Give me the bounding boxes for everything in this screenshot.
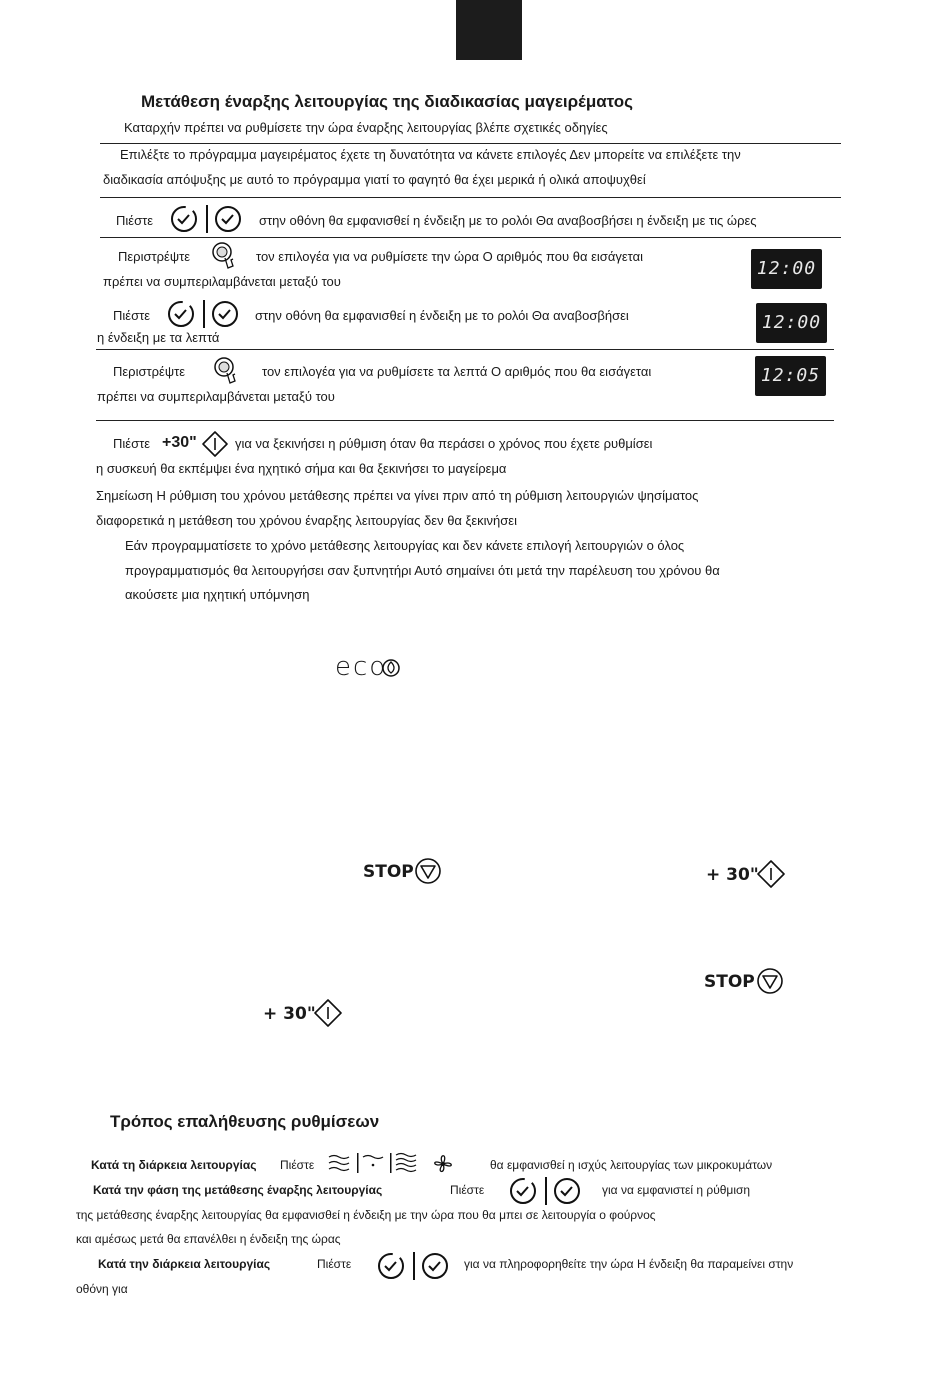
line2-bold: Κατά την φάση της μετάθεσης έναρξης λειτουργίας [93,1183,383,1197]
step5-line2: πρέπει να συμπεριλαμβάνεται μεταξύ του [97,389,335,404]
stop-icon [756,967,784,995]
section-title: Μετάθεση έναρξης λειτουργίας της διαδικασίας μαγειρέματος [141,92,634,111]
plus30-label: + 30" [706,865,759,885]
stop-label: STOP [363,862,414,882]
step4-text: στην οθόνη θα εμφανισθεί η ένδειξη με το ρολόι Θα αναβοσβήσει [255,308,629,323]
line1-press: Πιέστε [280,1158,315,1172]
intro-text: Καταρχήν πρέπει να ρυθμίσετε την ώρα έναρξης λειτουργίας βλέπε σχετικές οδηγίες [124,120,608,135]
note-line1: Σημείωση Η ρύθμιση του χρόνου μετάθεσης πρέπει να γίνει πριν από τη ρύθμιση λειτουργιών ψησίματος [96,488,699,503]
note2-line1: Εάν προγραμματίσετε το χρόνο μετάθεσης λειτουργίας και δεν κάνετε επιλογή λειτουργιών ο όλος [125,538,685,553]
step6-line2: η συσκευή θα εκπέμψει ένα ηχητικό σήμα και θα ξεκινήσει το μαγείρεμα [96,461,507,476]
plus30-label: +30" [162,434,197,451]
display-readout: 12:05 [755,356,826,396]
page-tab-marker [456,0,522,60]
power-buttons-icon [327,1151,457,1177]
line1-bold: Κατά τη διάρκεια λειτουργίας [91,1158,257,1172]
stop-label: STOP [704,972,755,992]
divider [100,237,841,238]
step2-text: στην οθόνη θα εμφανισθεί η ένδειξη με το ρολόι Θα αναβοσβήσει η ένδειξη με τις ώρες [259,213,757,228]
clock-check-button-icon [170,203,246,235]
line2-text: για να εμφανιστεί η ρύθμιση [602,1183,751,1197]
start-diamond-icon [314,999,342,1027]
step3-text: τον επιλογέα για να ρυθμίσετε την ώρα Ο αριθμός που θα εισάγεται [256,249,643,264]
step5-text: τον επιλογέα για να ρυθμίσετε τα λεπτά Ο αριθμός που θα εισάγεται [262,364,652,379]
note-line2: διαφορετικά η μετάθεση του χρόνου έναρξης λειτουργίας δεν θα ξεκινήσει [96,513,517,528]
divider [100,143,841,144]
line3: της μετάθεσης έναρξης λειτουργίας θα εμφανισθεί η ένδειξη με την ώρα που θα μπει σε λειτουργία ο φούρνος [76,1208,656,1222]
step4-press: Πιέστε [113,308,151,323]
clock-check-button-icon [509,1175,585,1207]
step2-press: Πιέστε [116,213,154,228]
line5-bold: Κατά την διάρκεια λειτουργίας [98,1257,271,1271]
display-readout: 12:00 [751,249,822,289]
step3-rotate: Περιστρέψτε [118,249,191,264]
step5-rotate: Περιστρέψτε [113,364,186,379]
line5-press: Πιέστε [317,1257,352,1271]
step1-line1: Επιλέξτε το πρόγραμμα μαγειρέματος έχετε τη δυνατότητα να κάνετε επιλογές Δεν μπορείτε να επιλέξετε την [120,147,741,162]
step6-text: για να ξεκινήσει η ρύθμιση όταν θα περάσει ο χρόνος που έχετε ρυθμίσει [235,436,653,451]
eco-leaf-icon [381,658,401,678]
divider [100,197,841,198]
section2-title: Τρόπος επαλήθευσης ρυθμίσεων [110,1112,380,1131]
line6: οθόνη για [76,1282,128,1296]
clock-check-button-icon [167,298,243,330]
plus30-label: + 30" [263,1004,316,1024]
start-diamond-icon [757,860,785,888]
step1-line2: διαδικασία απόψυξης με αυτό το πρόγραμμα γιατί το φαγητό θα έχει μερικά ή ολικά αποψυχθεί [103,172,646,187]
eco-label: eco [335,652,388,682]
start-diamond-icon [202,431,228,457]
line2-press: Πιέστε [450,1183,485,1197]
line1-text: θα εμφανισθεί η ισχύς λειτουργίας των μικροκυμάτων [490,1158,773,1172]
line4: και αμέσως μετά θα επανέλθει η ένδειξη της ώρας [76,1232,341,1246]
line5-text: για να πληροφορηθείτε την ώρα Η ένδειξη θα παραμείνει στην [464,1257,794,1271]
stop-icon [414,857,442,885]
clock-check-button-icon [377,1250,453,1282]
step3-line2: πρέπει να συμπεριλαμβάνεται μεταξύ του [103,274,341,289]
divider [96,420,834,421]
step4-line2: η ένδειξη με τα λεπτά [97,330,220,345]
rotary-knob-icon [211,241,237,271]
note2-line2: προγραμματισμός θα λειτουργήσει σαν ξυπνητήρι Αυτό σημαίνει ότι μετά την παρέλευση του χρόνου θα [125,563,720,578]
rotary-knob-icon [213,356,239,386]
divider [96,349,834,350]
note2-line3: ακούσετε μια ηχητική υπόμνηση [125,587,310,602]
display-readout: 12:00 [756,303,827,343]
step6-press: Πιέστε [113,436,151,451]
